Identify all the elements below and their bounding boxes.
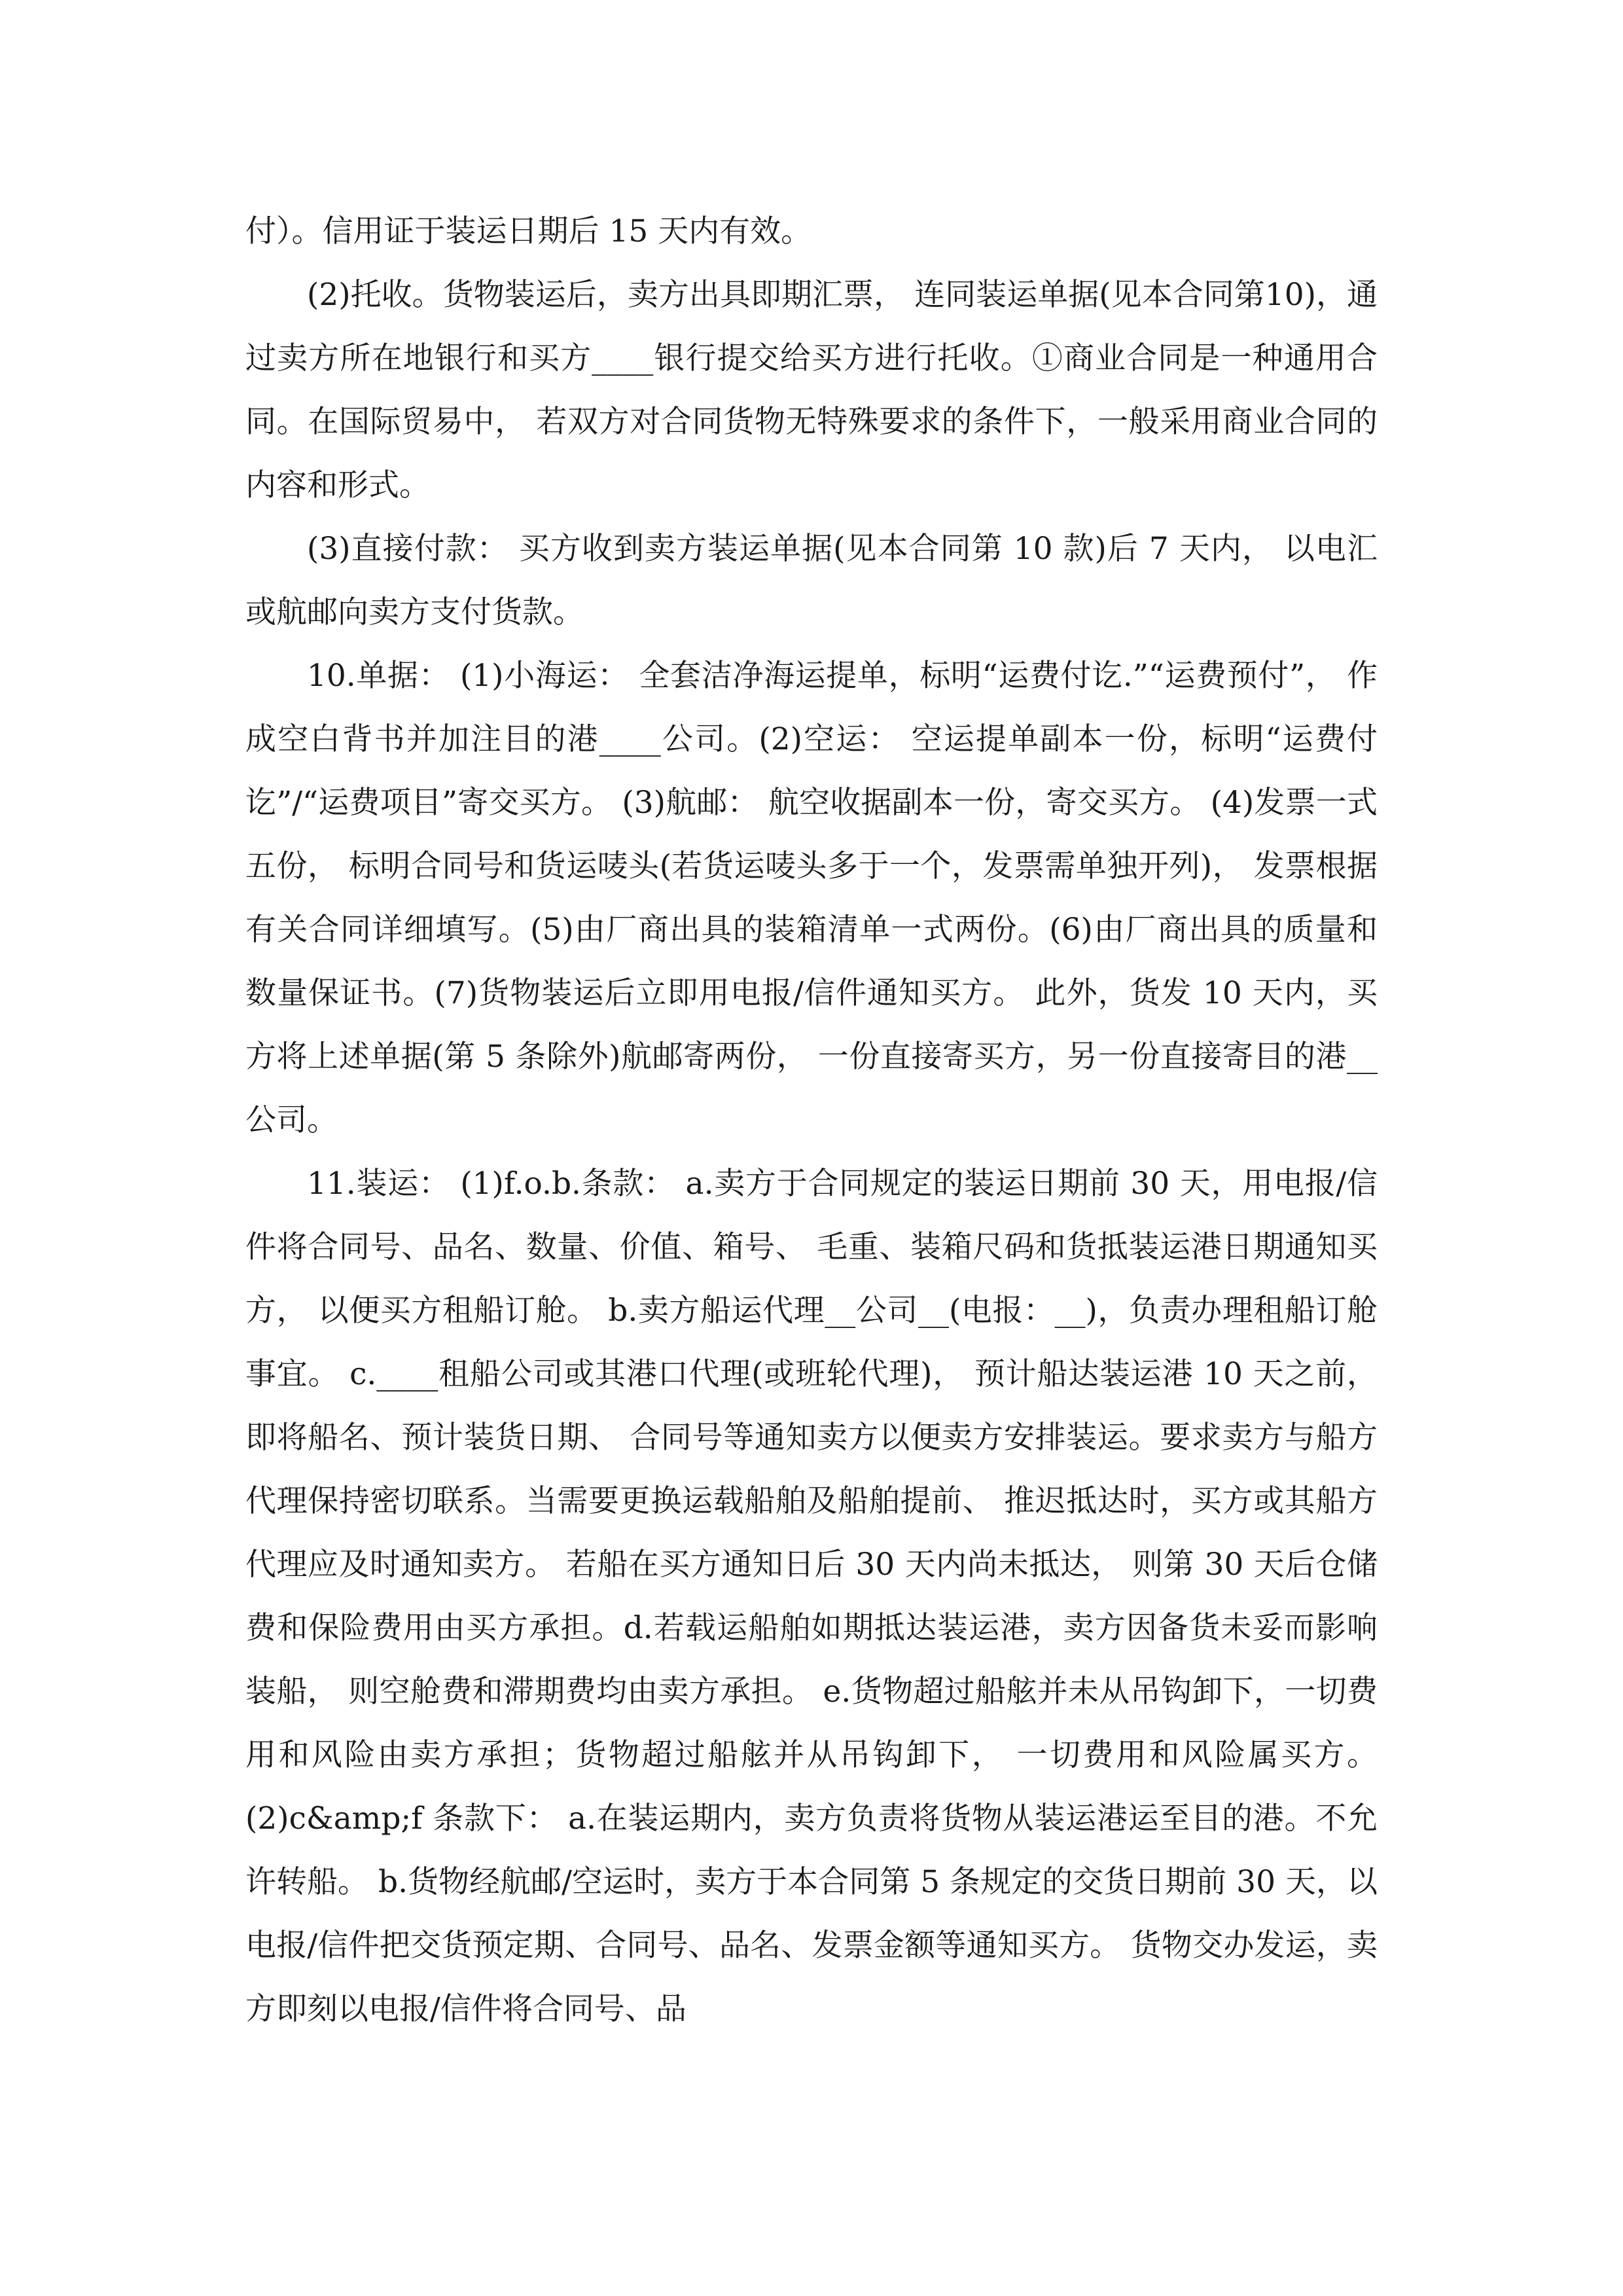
document-body [245, 200, 1378, 2041]
paragraph-shipment: 11.装运： (1)f.o.b.条款： a.卖方于合同规定的装运日期前 30 天，用电报/信件将合同号、品名、数量、价值、箱号、 毛重、装箱尺码和货抵装运港日期通知买方， 以便买方租船订舱。 b.卖方船运代理__公司__(电报：__)，负责办理租船订舱事宜。 c.____租船公司或其港口代理(或班轮代理)， 预计船达装运港 10 天之前，即将船名、预计装货日期、 合同号等通知卖方以便卖方安排装运。要求卖方与船方代理保持密切联系。当需要更换运载船舶及船舶提前、 推迟抵达时，买方或其船方代理应及时通知卖方。 若船在买方通知日后 30 天内尚未抵达， 则第 30 天后仓储费和保险费用由买方承担。d.若载运船舶如期抵达装运港，卖方因备货未妥而影响装船， 则空舱费和滞期费均由卖方承担。 e.货物超过船舷并未从吊钩卸下，一切费用和风险由卖方承担；货物超过船舷并从吊钩卸下， 一切费用和风险属买方。 (2)c&amp;f 条款下： a.在装运期内，卖方负责将货物从装运港运至目的港。不允许转船。 b.货物经航邮/空运时，卖方于本合同第 5 条规定的交货日期前 30 天，以电报/信件把交货预定期、合同号、品名、发票金额等通知买方。 货物交办发运，卖方即刻以电报/信件将合同号、品 [245, 1166, 1378, 2027]
paragraph-collection: (2)托收。货物装运后，卖方出具即期汇票， 连同装运单据(见本合同第10)，通过卖方所在地银行和买方____银行提交给买方进行托收。①商业合同是一种通用合同。在国际贸易中， 若双方对合同货物无特殊要求的条件下，一般采用商业合同的内容和形式。 [245, 277, 1378, 503]
paragraph-documents: 10.单据： (1)小海运： 全套洁净海运提单，标明“运费付讫.”“运费预付”， 作成空白背书并加注目的港____公司。(2)空运： 空运提单副本一份，标明“运费付讫”/“运费项目”寄交买方。 (3)航邮： 航空收据副本一份，寄交买方。 (4)发票一式五份， 标明合同号和货运唛头(若货运唛头多于一个，发票需单独开列)， 发票根据有关合同详细填写。(5)由厂商出具的装箱清单一式两份。(6)由厂商出具的质量和数量保证书。(7)货物装运后立即用电报/信件通知买方。 此外，货发 10 天内，买方将上述单据(第 5 条除外)航邮寄两份， 一份直接寄买方，另一份直接寄目的港__公司。 [245, 658, 1378, 1138]
paragraph-direct-payment: (3)直接付款： 买方收到卖方装运单据(见本合同第 10 款)后 7 天内， 以电汇或航邮向卖方支付货款。 [245, 531, 1378, 630]
paragraph-payment-validity: 付）。信用证于装运日期后 15 天内有效。 [245, 213, 812, 249]
